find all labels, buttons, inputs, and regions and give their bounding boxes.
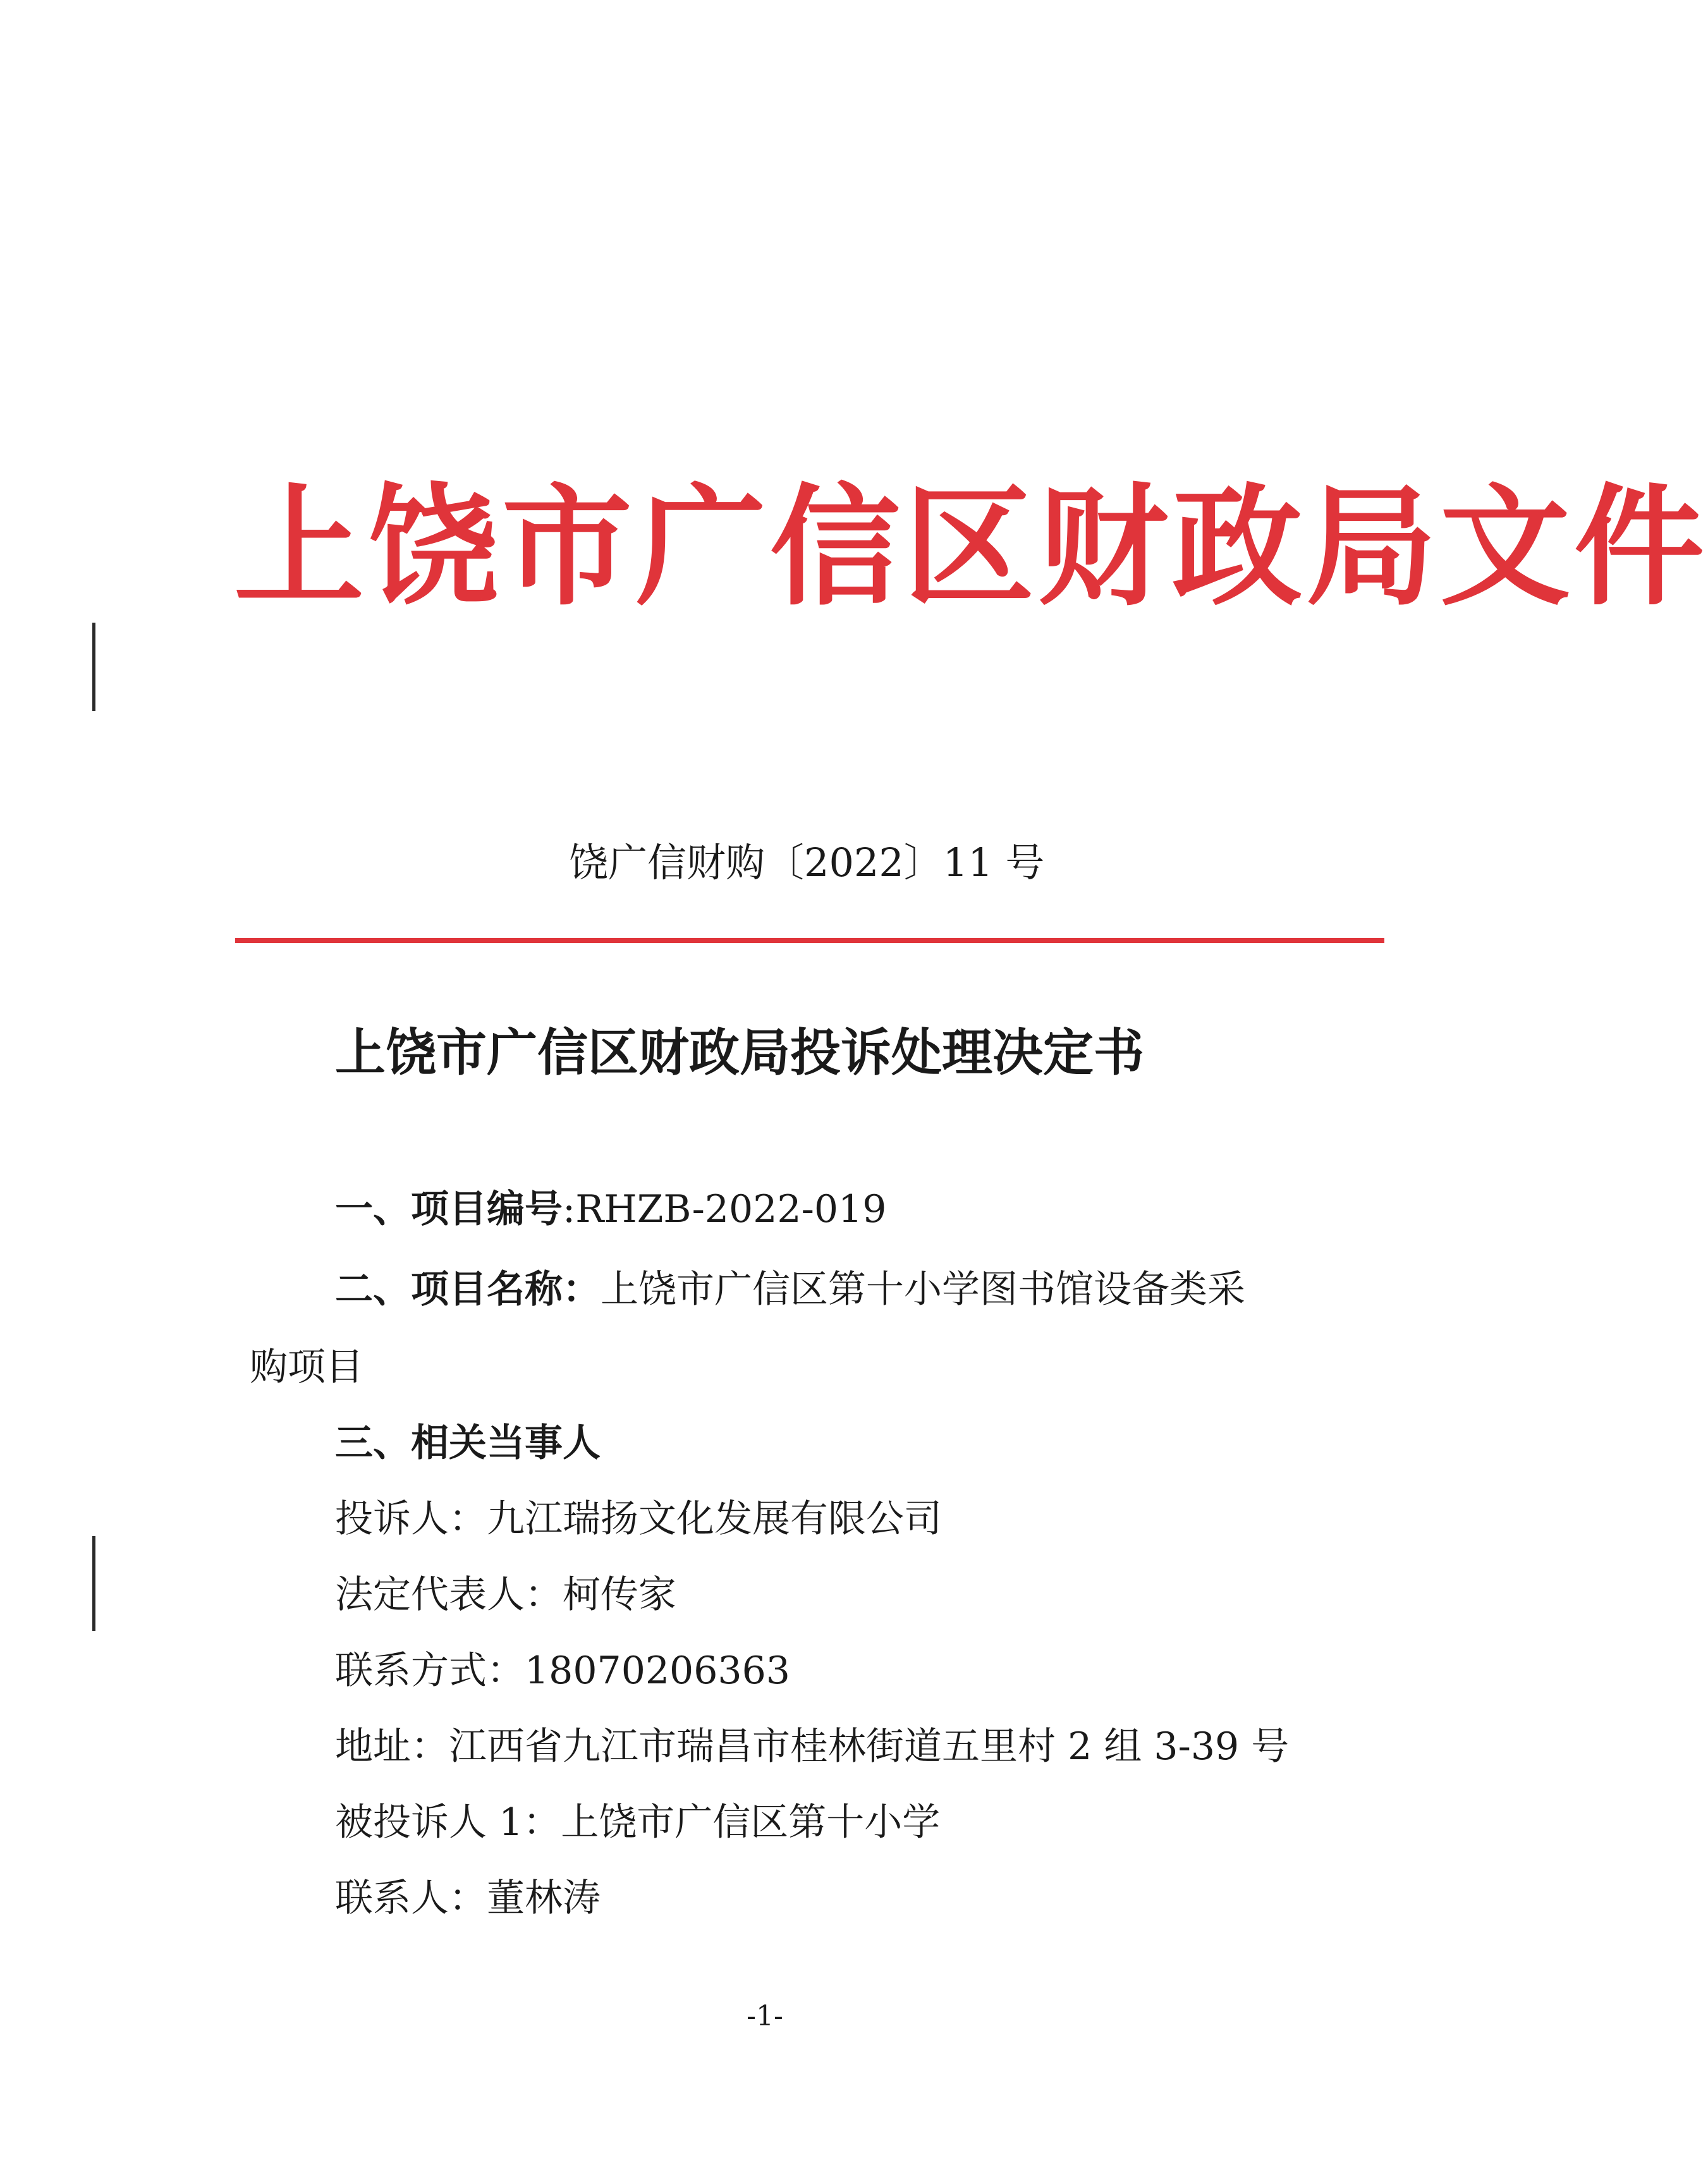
binding-mark-bottom xyxy=(92,1536,95,1631)
decision-title: 上饶市广信区财政局投诉处理决定书 xyxy=(335,1023,1144,1082)
address-line: 地址：江西省九江市瑞昌市桂林街道五里村 2 组 3-39 号 xyxy=(335,1724,1290,1769)
project-name-value: 上饶市广信区第十小学图书馆设备类采 xyxy=(601,1267,1245,1312)
binding-mark-top xyxy=(92,623,95,711)
project-number-label: 一、项目编号 xyxy=(335,1187,563,1231)
project-name-line xyxy=(335,1261,1245,1318)
project-name-continuation: 购项目 xyxy=(250,1345,363,1389)
contact-person-line: 联系人：董林涛 xyxy=(335,1876,601,1920)
legal-representative-line: 法定代表人：柯传家 xyxy=(335,1573,676,1617)
project-name-label: 二、项目名称： xyxy=(335,1267,601,1312)
page-number: -1- xyxy=(747,2000,783,2032)
project-number-line xyxy=(335,1181,886,1238)
contact-method-line: 联系方式：18070206363 xyxy=(335,1649,790,1693)
document-number: 饶广信财购〔2022〕11 号 xyxy=(569,839,1045,886)
red-divider-line xyxy=(235,938,1384,943)
project-number-value: :RHZB-2022-019 xyxy=(563,1187,887,1231)
document-header-title: 上饶市广信区财政局文件 xyxy=(234,470,1708,623)
related-parties-heading: 三、相关当事人 xyxy=(335,1421,601,1465)
complainant-line: 投诉人：九江瑞扬文化发展有限公司 xyxy=(335,1497,942,1541)
respondent-line: 被投诉人 1：上饶市广信区第十小学 xyxy=(335,1800,941,1845)
